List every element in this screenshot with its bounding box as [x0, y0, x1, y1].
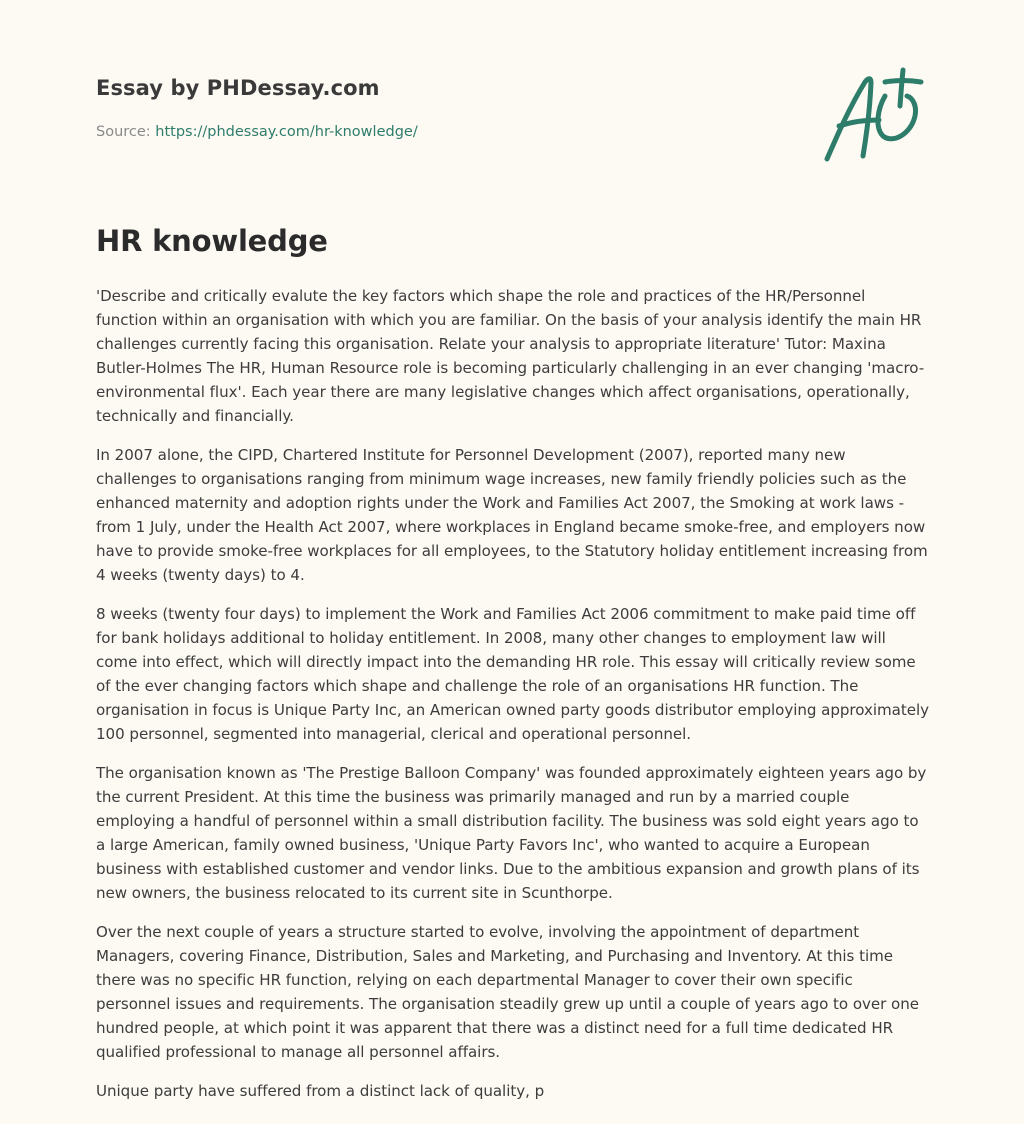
a-plus-logo-icon	[823, 66, 927, 166]
essay-body	[96, 284, 930, 1118]
essay-title: HR knowledge	[96, 224, 328, 258]
source-link[interactable]: https://phdessay.com/hr-knowledge/	[155, 124, 418, 140]
source-line	[96, 124, 418, 140]
site-brand: Essay by PHDessay.com	[96, 76, 380, 100]
essay-paragraph: In 2007 alone, the CIPD, Chartered Institute for Personnel Development (2007), reported many new challenges to organisations ranging from minimum wage increases, new family friendly policies such as the enhanced maternity and adoption rights under the Work and Families Act 2007, the Smoking at work laws - from 1 July, under the Health Act 2007, where workplaces in England became smoke-free, and employers now have to provide smoke-free workplaces for all employees, to the Statutory holiday entitlement increasing from 4 weeks (twenty days) to 4.	[96, 446, 928, 584]
page-header	[96, 0, 928, 200]
essay-paragraph: 'Describe and critically evalute the key factors which shape the role and practices of the HR/Personnel function within an organisation with which you are familiar. On the basis of your analysis identify the main HR challenges currently facing this organisation. Relate your analysis to appropriate literature' Tutor: Maxina Butler-Holmes The HR, Human Resource role is becoming particularly challenging in an ever changing 'macro-environmental flux'. Each year there are many legislative changes which affect organisations, operationally, technically and financially.	[96, 287, 925, 425]
essay-paragraph: Over the next couple of years a structure started to evolve, involving the appointment of department Managers, covering Finance, Distribution, Sales and Marketing, and Purchasing and Inventory. At this time there was no specific HR function, relying on each departmental Manager to cover their own specific personnel issues and requirements. The organisation steadily grew up until a couple of years ago to over one hundred people, at which point it was apparent that there was a distinct need for a full time dedicated HR qualified professional to manage all personnel affairs.	[96, 923, 919, 1061]
source-label: Source:	[96, 124, 156, 140]
essay-paragraph: The organisation known as 'The Prestige Balloon Company' was founded approximately eighteen years ago by the current President. At this time the business was primarily managed and run by a married couple employing a handful of personnel within a small distribution facility. The business was sold eight years ago to a large American, family owned business, 'Unique Party Favors Inc', who wanted to acquire a European business with established customer and vendor links. Due to the ambitious expansion and growth plans of its new owners, the business relocated to its current site in Scunthorpe.	[96, 764, 927, 902]
essay-paragraph: 8 weeks (twenty four days) to implement the Work and Families Act 2006 commitment to make paid time off for bank holidays additional to holiday entitlement. In 2008, many other changes to employment law will come into effect, which will directly impact into the demanding HR role. This essay will critically review some of the ever changing factors which shape and challenge the role of an organisations HR function. The organisation in focus is Unique Party Inc, an American owned party goods distributor employing approximately 100 personnel, segmented into managerial, clerical and operational personnel.	[96, 605, 929, 743]
essay-paragraph: Unique party have suffered from a distinct lack of quality, p	[96, 1082, 545, 1100]
